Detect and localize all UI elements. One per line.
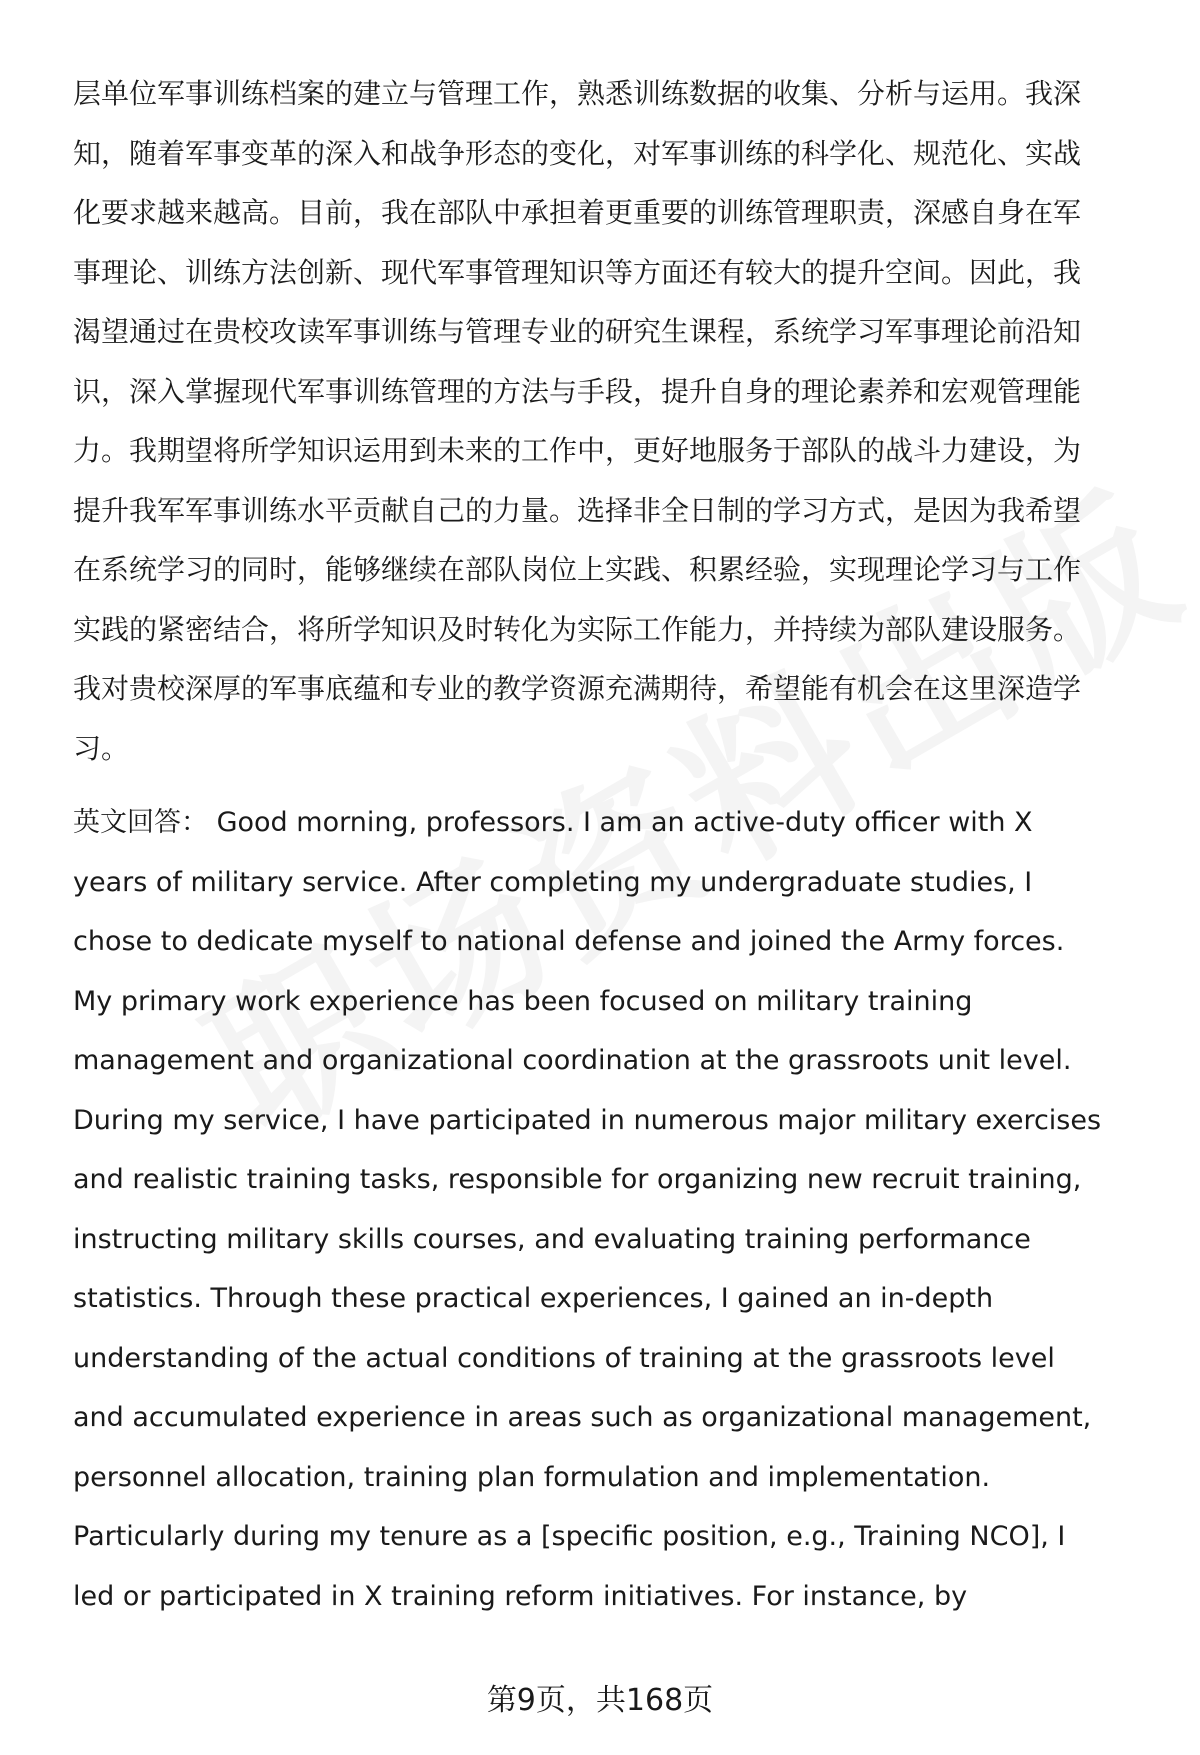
body-text	[73, 64, 1148, 1626]
text-line: 在系统学习的同时，能够继续在部队岗位上实践、积累经验，实现理论学习与工作	[73, 553, 1082, 586]
text-line: chose to dedicate myself to national defense and joined the Army forces.	[73, 926, 1065, 957]
text-line: understanding of the actual conditions of training at the grassroots level	[73, 1342, 1055, 1374]
page-number-footer: 第9页，共168页	[486, 1683, 714, 1718]
text-line: 实践的紧密结合，将所学知识及时转化为实际工作能力，并持续为部队建设服务。	[73, 612, 1082, 646]
text-line: years of military service. After completing my undergraduate studies, I	[73, 866, 1033, 898]
text-line: 力。我期望将所学知识运用到未来的工作中，更好地服务于部队的战斗力建设，为	[73, 434, 1082, 467]
text-line: management and organizational coordination at the grassroots unit level.	[73, 1045, 1072, 1076]
paragraph-gap	[73, 778, 1148, 793]
text-line: 知，随着军事变革的深入和战争形态的变化，对军事训练的科学化、规范化、实战	[73, 136, 1082, 170]
text-line: 层单位军事训练档案的建立与管理工作，熟悉训练数据的收集、分析与运用。我深	[73, 77, 1082, 110]
text-line: Particularly during my tenure as a [specific position, e.g., Training NCO], I	[73, 1521, 1066, 1552]
text-line: personnel allocation, training plan formulation and implementation.	[73, 1461, 991, 1493]
text-line: 渴望通过在贵校攻读军事训练与管理专业的研究生课程，系统学习军事理论前沿知	[73, 315, 1082, 348]
text-line: 化要求越来越高。目前，我在部队中承担着更重要的训练管理职责，深感自身在军	[73, 196, 1082, 229]
text-line: 识，深入掌握现代军事训练管理的方法与手段，提升自身的理论素养和宏观管理能	[73, 374, 1082, 408]
text-line: led or participated in X training reform initiatives. For instance, by	[73, 1580, 968, 1612]
text-line: 英文回答： Good morning, professors. I am an active-duty officer with X	[73, 807, 1033, 838]
text-line: 我对贵校深厚的军事底蕴和专业的教学资源充满期待，希望能有机会在这里深造学	[73, 672, 1082, 705]
text-line: instructing military skills courses, and evaluating training performance	[73, 1223, 1031, 1255]
english-answer-section	[73, 793, 1148, 1626]
text-line: During my service, I have participated in numerous major military exercises	[73, 1104, 1102, 1136]
text-line: 事理论、训练方法创新、现代军事管理知识等方面还有较大的提升空间。因此，我	[73, 255, 1082, 289]
text-line: 提升我军军事训练水平贡献自己的力量。选择非全日制的学习方式，是因为我希望	[73, 493, 1082, 527]
chinese-answer-section	[73, 64, 1148, 778]
text-line: 习。	[73, 731, 130, 765]
text-line: and accumulated experience in areas such as organizational management,	[73, 1402, 1092, 1433]
text-line: and realistic training tasks, responsible for organizing new recruit training,	[73, 1164, 1082, 1195]
text-line: My primary work experience has been focused on military training	[73, 985, 973, 1017]
text-line: statistics. Through these practical experiences, I gained an in-depth	[73, 1283, 994, 1314]
